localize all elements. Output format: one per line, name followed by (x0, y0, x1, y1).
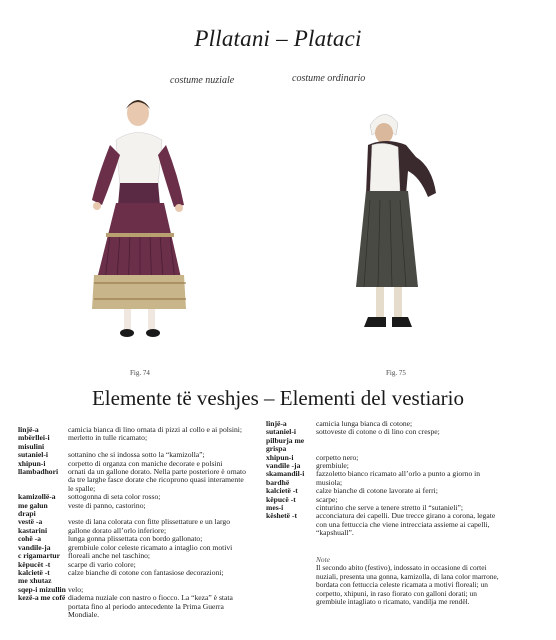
glossary-definition: calze bianche di cotone con fantasiose decorazioni; (68, 567, 224, 577)
glossary-row (18, 502, 250, 510)
figure-label-left: Fig. 74 (130, 369, 150, 377)
glossary-term: këshetë -t (266, 511, 297, 521)
glossary-definition: sottogonna di seta color rosso; (68, 492, 161, 502)
note-text: Il secondo abito (festivo), indossato in occasione di cortei nuziali, presenta una gonna, kamizolla, di lana color marrone, bordata con fettuccia celeste ricamata a motivi floreali; un corpetto, xhipuni, in raso fiorato con galloni dorati; un grembiule intagliato o ricamato, vandilja me rendël. (316, 563, 499, 607)
glossary-definition: calze bianche di cotone lavorate ai ferri; (316, 486, 438, 496)
glossary-term: me xhutaz (18, 576, 52, 586)
glossary-term: kalcietë -t (266, 486, 298, 496)
glossary-row (266, 445, 502, 453)
glossary-row (18, 594, 250, 619)
glossary-definition: diadema nuziale con nastro o fiocco. La “keza” è stata portata fino al periodo antecedente la Prima Guerra Mondiale. (68, 593, 233, 619)
glossary-definition: gallone dorato all’orlo inferiore; (68, 525, 167, 535)
glossary-row (18, 434, 250, 442)
caption-left: costume nuziale (170, 75, 235, 86)
section-title: Elemente të veshjes – Elementi del vestiario (91, 386, 465, 410)
glossary-term: vestë -a (18, 517, 43, 527)
glossary-term: sutaniel-i (266, 427, 296, 437)
glossary-definition: merletto in tulle ricamato; (68, 433, 148, 443)
glossary-definition: acconciatura dei capelli. Due trecce girano a corona, legate con una fettuccia che viene intrecciata assieme ai capelli, “kapshuall”. (316, 511, 496, 538)
glossary-definition: cinturino che serve a tenere stretto il “sutanieli”; (316, 503, 463, 513)
glossary-definition: lunga gonna plissettata con bordo gallonato; (68, 534, 203, 544)
glossary-definition: scarpe di vario colore; (68, 559, 136, 569)
note-block (316, 556, 502, 606)
glossary-row (18, 468, 250, 493)
glossary-definition: camicia bianca di lino ornata di pizzi al collo e ai polsini; (68, 425, 242, 434)
glossary-term: sutaniel-i (18, 450, 48, 460)
glossary-term: linjë-a (266, 419, 287, 428)
glossary-term: kalcietë -t (18, 567, 50, 577)
glossary-definition: ornati da un gallone dorato. Nella parte posteriore è ornato da tre larghe fasce dorate che ricoprono quasi interamente le spalle; (68, 467, 246, 493)
glossary-definition: sottoveste di cotone o di lino con crespe; (316, 427, 440, 437)
glossary-row (266, 512, 502, 537)
page-title: Pllatani – Plataci (194, 26, 362, 51)
glossary-term: mbërllei-i (18, 433, 50, 443)
glossary-term: bardhë (266, 477, 290, 487)
glossary-definition: corpetto nero; (316, 452, 359, 462)
glossary-term: c rigamartur (18, 551, 60, 561)
glossary-term: llambadhori (18, 467, 59, 477)
glossary-term: xhipun-i (266, 452, 294, 462)
glossary-row (266, 487, 502, 495)
glossary-definition (316, 437, 502, 445)
glossary-definition: velo; (68, 584, 84, 594)
figure-label-right: Fig. 75 (386, 369, 406, 377)
glossary-definition: fazzoletto bianco ricamato all’orlo a punto a giorno in (316, 469, 481, 479)
glossary-right (266, 420, 502, 538)
glossary-term: vandile -ja (266, 461, 301, 471)
glossary-term: skamandil-i (266, 469, 305, 479)
glossary-term: mes-i (266, 503, 284, 513)
glossary-term: këpucët -t (18, 559, 51, 569)
glossary-term: këpucë -t (266, 494, 296, 504)
glossary-term: kamizollë-a (18, 492, 56, 502)
glossary-definition: veste di panno, castorino; (68, 500, 146, 510)
photo-ordinary-costume (350, 105, 445, 345)
glossary-term: linjë-a (18, 425, 39, 434)
glossary-term: grispa (266, 444, 287, 454)
glossary-term: kastarini (18, 525, 48, 535)
glossary-term: drapi (18, 509, 36, 519)
glossary-definition: veste di lana colorata con fitte plissettature e un largo (68, 517, 231, 527)
glossary-definition: camicia lunga bianca di cotone; (316, 419, 413, 428)
glossary-term: cohë -a (18, 534, 41, 544)
glossary-row (266, 454, 502, 462)
glossary-term: xhipun-i (18, 458, 46, 468)
glossary-term: me galun (18, 500, 48, 510)
note-title: Note (316, 555, 330, 564)
glossary-definition: corpetto di organza con maniche decorate e polsini (68, 458, 223, 468)
caption-right: costume ordinario (292, 73, 366, 84)
glossary-row (266, 470, 502, 478)
glossary-definition: scarpe; (316, 494, 338, 504)
glossary-row (266, 437, 502, 445)
glossary-definition (68, 577, 250, 585)
glossary-term: misulini (18, 441, 45, 451)
glossary-term: pilburja me (266, 435, 305, 445)
glossary-left (18, 426, 250, 619)
glossary-definition: grembiule color celeste ricamato a intaglio con motivi (68, 542, 233, 552)
glossary-definition: sottanino che si indossa sotto la “kamizolla”; (68, 450, 205, 460)
glossary-term: sqep-i mizullin (18, 584, 66, 594)
glossary-definition: musiola; (316, 477, 343, 487)
glossary-row (18, 569, 250, 577)
glossary-definition: grembiule; (316, 461, 349, 471)
glossary-definition: floreali anche nel taschino; (68, 551, 151, 561)
photo-wedding-costume (80, 95, 200, 355)
glossary-term: kezë-a me cofë (18, 593, 66, 603)
glossary-term: vandile-ja (18, 542, 51, 552)
